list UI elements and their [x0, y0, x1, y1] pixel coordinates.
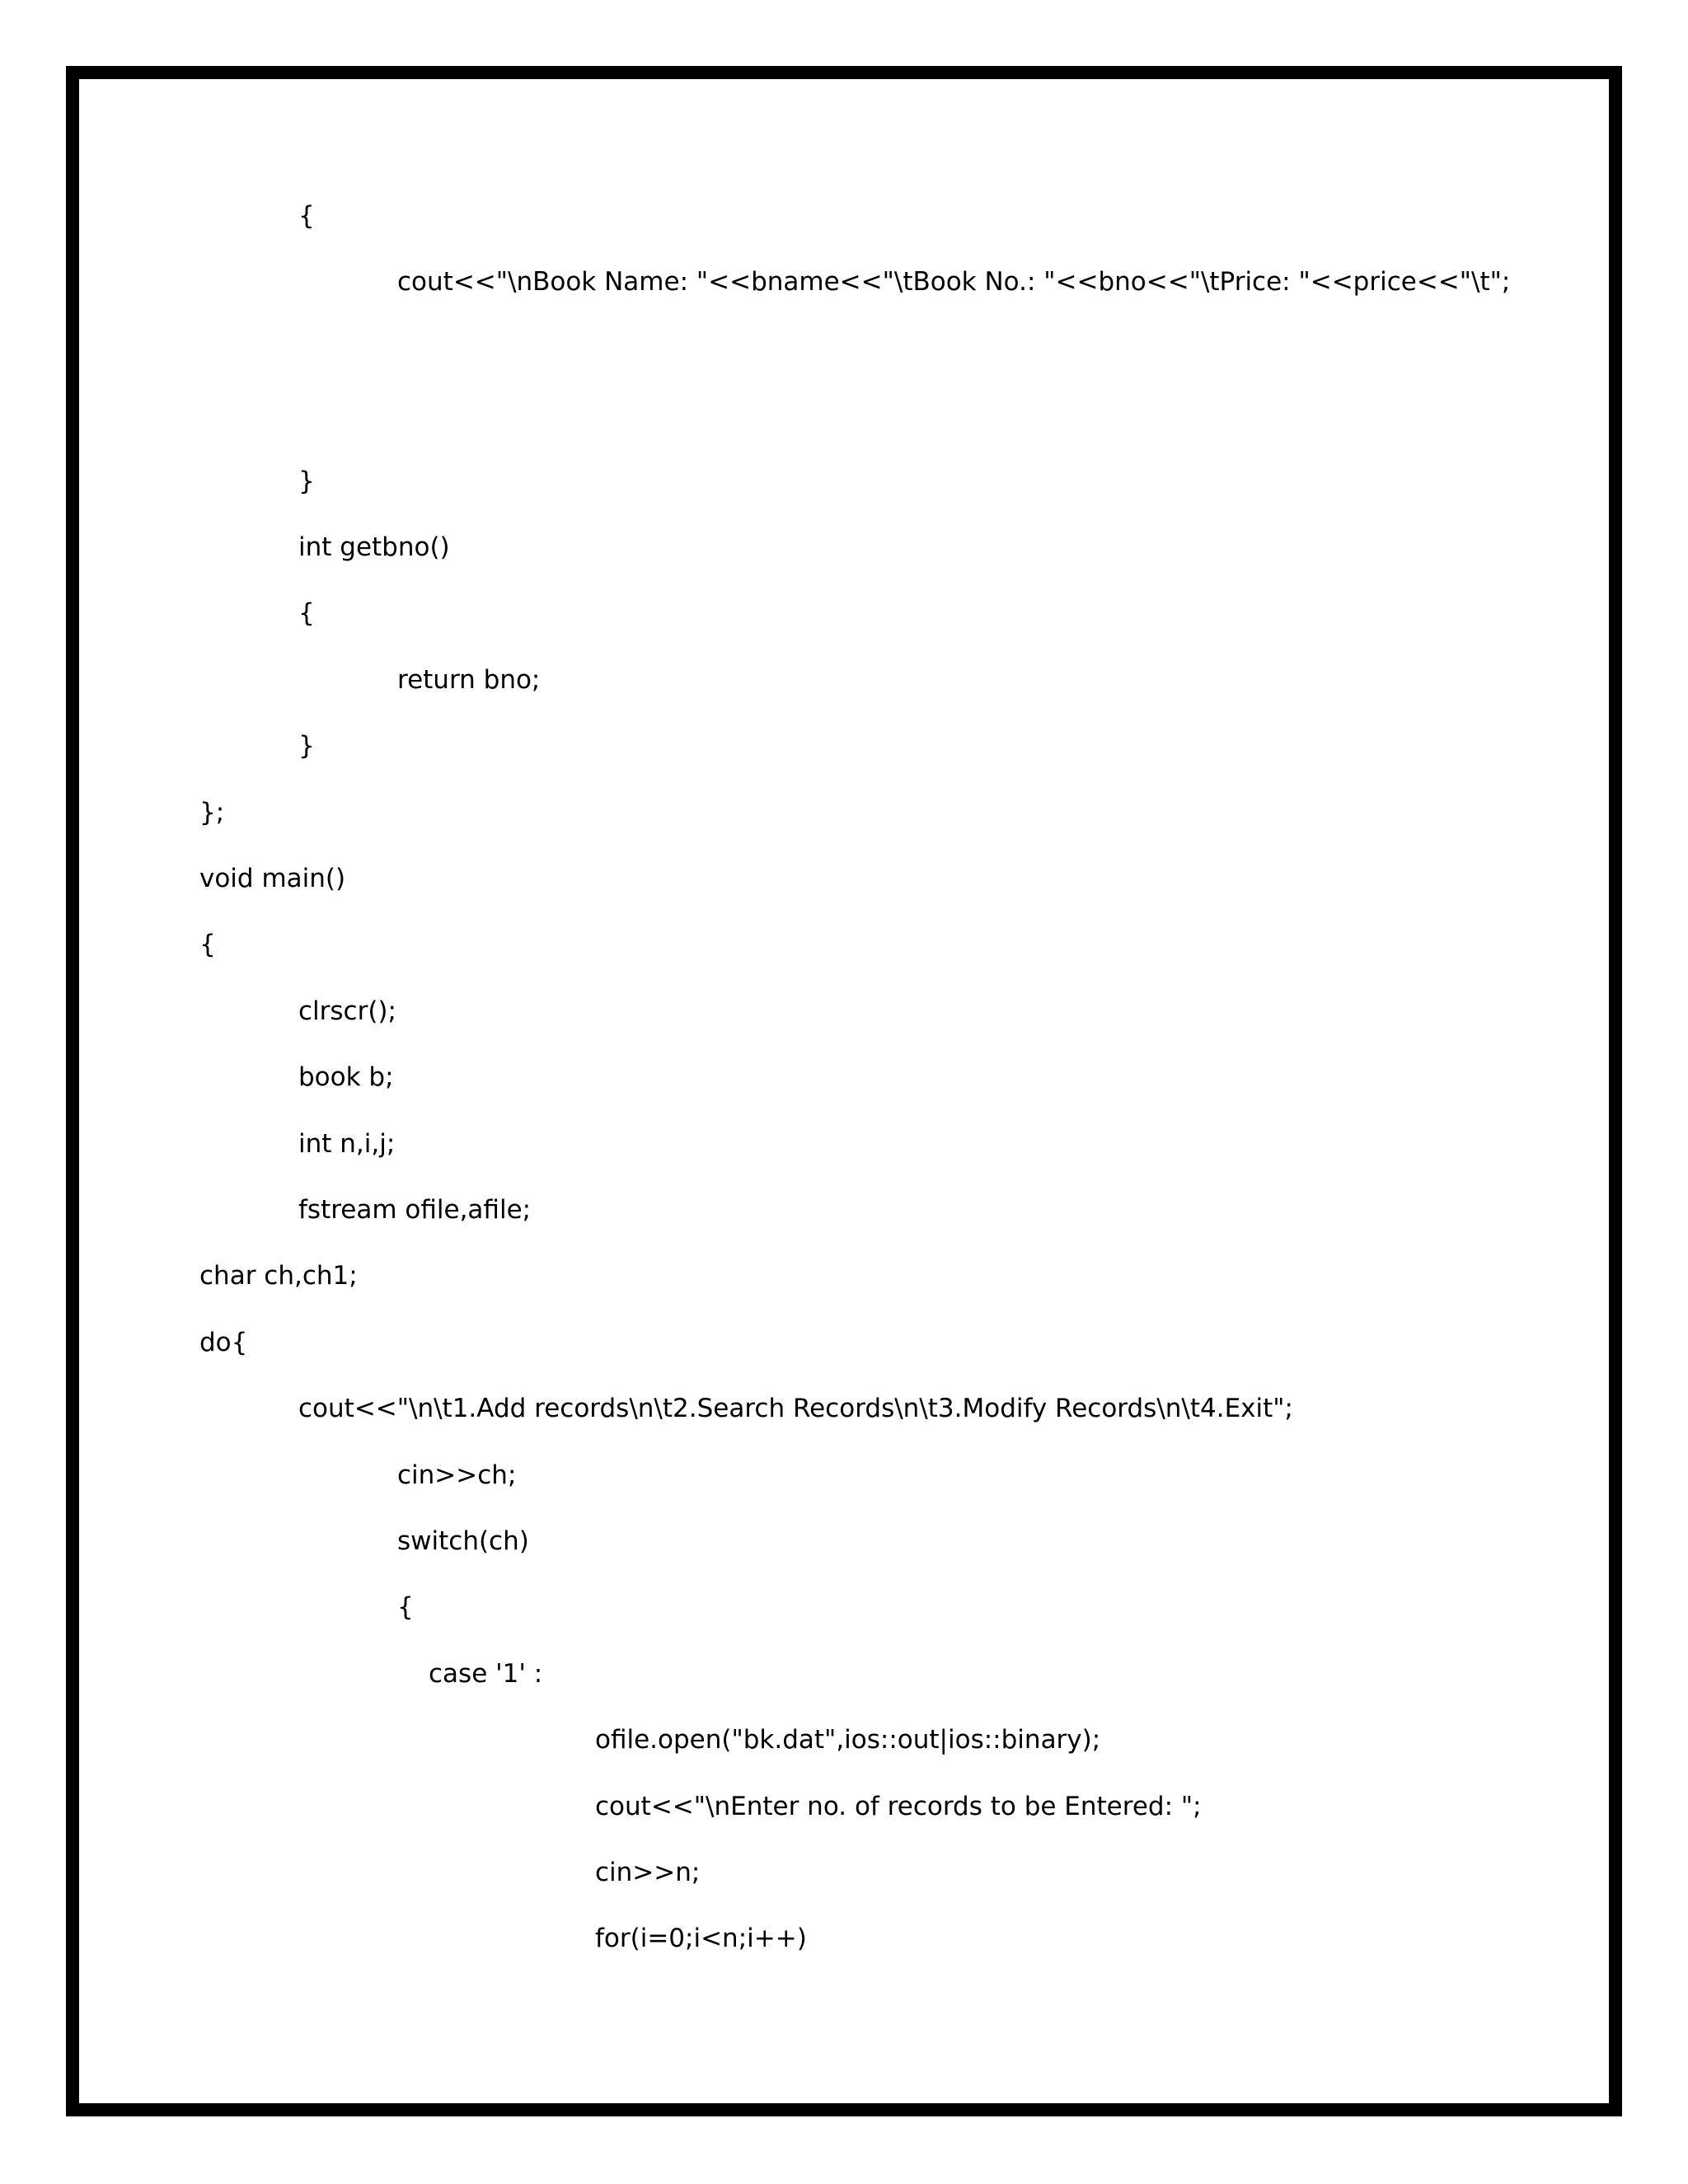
code-line: case '1' : — [429, 1659, 543, 1689]
code-line: clrscr(); — [298, 996, 396, 1026]
code-line: cin>>n; — [595, 1858, 701, 1887]
code-line: cout<<"\nEnter no. of records to be Entered: "; — [595, 1792, 1202, 1821]
code-line: int n,i,j; — [298, 1129, 396, 1159]
code-line: { — [298, 201, 315, 231]
code-line: } — [298, 731, 315, 761]
code-line: switch(ch) — [397, 1526, 529, 1556]
code-line: cout<<"\nBook Name: "<<bname<<"\tBook No.: "<<bno<<"\tPrice: "<<price<<"\t"; — [397, 267, 1511, 297]
code-line: cout<<"\n\t1.Add records\n\t2.Search Records\n\t3.Modify Records\n\t4.Exit"; — [298, 1394, 1293, 1423]
code-line: } — [298, 466, 315, 496]
code-line: }; — [199, 798, 225, 827]
code-line: book b; — [298, 1062, 394, 1092]
code-line: do{ — [199, 1328, 248, 1357]
code-line: int getbno() — [298, 532, 450, 562]
code-line: char ch,ch1; — [199, 1261, 358, 1291]
code-line: cin>>ch; — [397, 1460, 517, 1490]
code-line: { — [397, 1592, 414, 1622]
code-line: { — [298, 598, 315, 628]
code-line: return bno; — [397, 665, 541, 695]
code-line: void main() — [199, 864, 346, 893]
code-line: for(i=0;i<n;i++) — [595, 1924, 807, 1953]
code-line: ofile.open("bk.dat",ios::out|ios::binary); — [595, 1725, 1101, 1755]
code-line: { — [199, 930, 216, 959]
code-line: fstream ofile,afile; — [298, 1195, 532, 1225]
